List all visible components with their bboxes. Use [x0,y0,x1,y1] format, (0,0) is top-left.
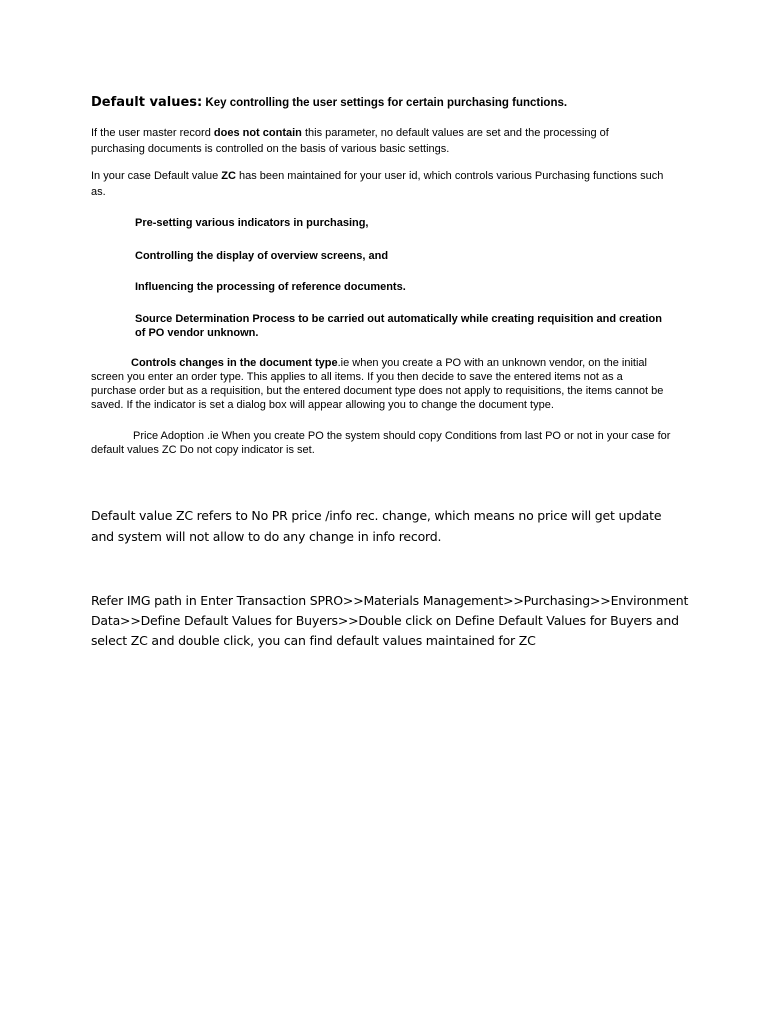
p3-text-after: .ie when you create a PO with an unknown vendor, on the initial screen you enter an order type. This applies to all items. If you then decide to save the entered items not as a purchase order but as a requisition, but the entered document type does not apply to requisitions, the items cannot be saved. If the indicator is set a dialog box will appear allowing you to change the document type. [91,357,664,411]
paragraph-document-type [91,356,671,412]
p1-text-after: this parameter, no default values are set and the processing of purchasing documents is controlled on the basis of various basic settings. [91,127,609,155]
function-item: Influencing the processing of reference documents. [135,281,406,293]
heading-key: Default values: [91,95,203,110]
function-item: Pre-setting various indicators in purchasing, [135,217,369,229]
p3-bold: Controls changes in the document type [131,357,338,369]
paragraph-zc-summary: Default value ZC refers to No PR price /info rec. change, which means no price will get update and system will not allow to do any change in info record. [91,508,662,544]
paragraph-img-path [91,591,691,651]
p1-text-before: If the user master record [91,127,214,139]
function-item: Controlling the display of overview screens, and [135,250,389,262]
p2-bold: ZC [221,170,236,182]
paragraph-default-value-zc [91,168,666,200]
section-heading [91,95,711,111]
p4-text: Price Adoption .ie When you create PO the system should copy Conditions from last PO or not in your case for default values ZC Do not copy indicator is set. [91,430,671,456]
function-item: Source Determination Process to be carried out automatically while creating requisition and creation of PO vendor unknown. [135,313,662,339]
p6-text-after: and double click, you can find default values maintained for ZC [147,633,536,648]
p2-text-after: has been maintained for your user id, which controls various Purchasing functions such as. [91,170,664,198]
paragraph-user-master-record [91,125,651,157]
p2-text-before: In your case Default value [91,170,222,182]
img-path: SPRO>>Materials Management>>Purchasing>>Environment Data>>Define Default Values for Buyers>>Double click on Define Default Values for Buyers and select ZC [91,593,689,648]
paragraph-price-adoption [91,429,671,457]
p1-bold: does not contain [213,127,302,139]
heading-value: Key controlling the user settings for certain purchasing functions. [205,97,568,109]
p6-text-before: Refer IMG path in Enter Transaction [91,593,310,608]
